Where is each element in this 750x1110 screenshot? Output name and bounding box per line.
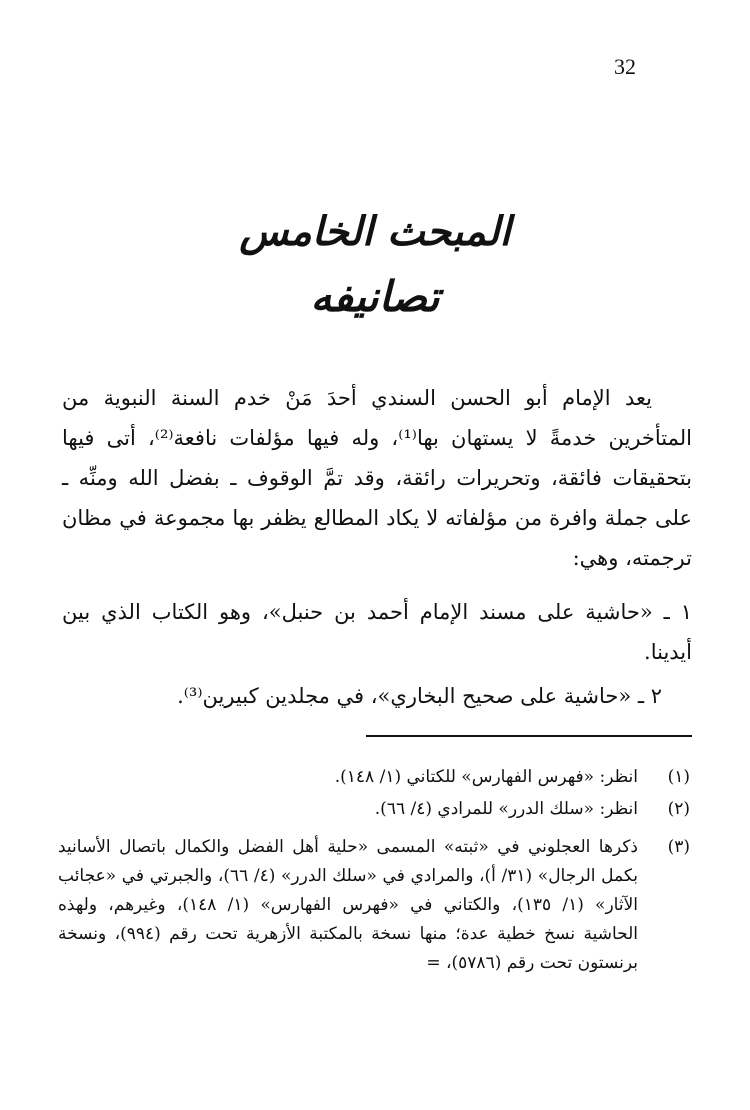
footnote-text: انظر: «فهرس الفهارس» للكتاني (١/ ١٤٨).	[334, 767, 638, 787]
section-subheading: تصانيفه	[310, 272, 440, 321]
section-heading: المبحث الخامس	[239, 208, 511, 255]
footnote-separator	[366, 735, 692, 737]
footnote	[58, 833, 690, 978]
list-item: ٢ ـ «حاشية على صحيح البخاري»، في مجلدين كبيرين⁽³⁾.	[177, 684, 662, 708]
footnote-number: (٣)	[667, 837, 690, 857]
page-number: 32	[614, 54, 636, 79]
footnote-text: انظر: «سلك الدرر» للمرادي (٤/ ٦٦).	[374, 799, 638, 819]
intro-text: يعد الإمام أبو الحسن السندي أحدَ مَنْ خدم السنة النبوية من المتأخرين خدمةً لا يستهان بها⁽¹⁾، وله فيها مؤلفات نافعة⁽²⁾، أتى فيها بتحقيقات فائقة، وتحريرات رائقة، وقد تمَّ الوقوف ـ بفضل الله ومنِّه ـ على جملة وافرة من مؤلفاته لا يكاد المطالع يظفر بها مجموعة في مظان ترجمته، وهي:	[62, 386, 692, 570]
footnote	[58, 763, 690, 791]
footnote-number: (٢)	[667, 799, 690, 819]
footnote	[58, 795, 690, 823]
intro-paragraph	[62, 378, 692, 578]
footnote-text: ذكرها العجلوني في «ثبته» المسمى «حلية أهل الفضل والكمال باتصال الأسانيد بكمل الرجال» (٣١/ أ)، والمرادي في «سلك الدرر» (٤/ ٦٦)، والجبرتي في «عجائب الآثار» (١/ ١٣٥)، والكتاني في «فهرس الفهارس» (١/ ١٤٨)، وغيرهم، ولهذه الحاشية نسخ خطية عدة؛ منها نسخة بالمكتبة الأزهرية تحت رقم (٩٩٤)، ونسخة برنستون تحت رقم (٥٧٨٦)، =	[58, 837, 638, 973]
footnote-number: (١)	[667, 767, 690, 787]
list-item: ١ ـ «حاشية على مسند الإمام أحمد بن حنبل»، وهو الكتاب الذي بين أيدينا.	[62, 600, 692, 664]
